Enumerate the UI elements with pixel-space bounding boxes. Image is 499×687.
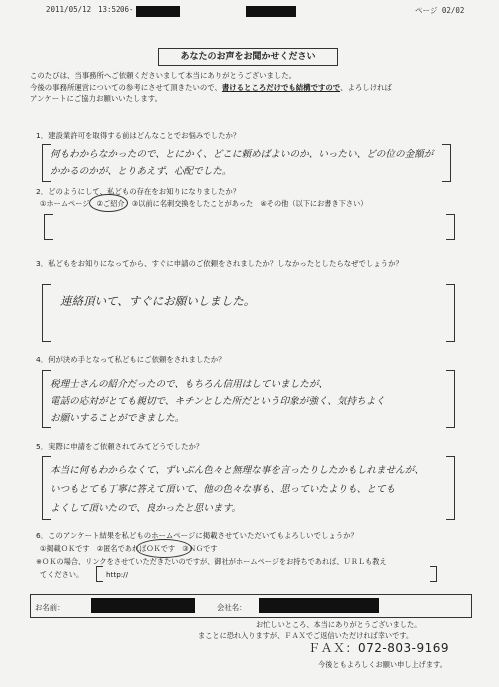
redaction-sender [136,6,180,17]
url-bracket-left [96,566,103,582]
question-5: 5．実際に申請をご依頼されてみてどうでしたか？ [36,442,204,451]
company-label: 会社名： [217,603,247,612]
answer-5-bracket-right [446,456,455,520]
closing-line: 今後ともよろしくお願い申し上げます。 [318,660,447,669]
fax-number: ＦＡＸ：072-803-9169 [308,641,450,655]
answer-2-bracket-left [44,214,53,240]
intro-line-3: アンケートにご協力お願いいたします。 [30,94,162,103]
answer-2-bracket-right [446,214,455,240]
thanks-line-1: お忙しいところ、本当にありがとうございました。 [256,620,422,629]
fax-time: 13:52 [98,5,121,14]
url-prefix: http:// [106,570,129,579]
intro-underline: 書けるところだけでも結構ですので [221,82,341,92]
intro-line-2 [30,82,480,94]
redaction-name [91,598,195,613]
answer-3-line-1: 連絡頂いて、すぐにお願いしました。 [60,294,256,308]
intro-text [30,70,480,105]
answer-4-bracket-right [446,370,455,428]
answer-5-line-2: いつもとても丁寧に答えて頂いて、他の色々な事も、思っていたよりも、とても [50,484,396,495]
answer-1-line-2: かかるのかが、とりあえず、心配でした。 [50,166,232,177]
redaction-company [259,598,379,613]
url-bracket-right [430,566,437,582]
answer-5-line-1: 本当に何もわからなくて、ずいぶん色々と無理な事を言ったりしたかもしれませんが、 [50,465,424,476]
answer-5-line-3: よくして頂いたので、良かったと思います。 [50,503,241,514]
selected-option-circle-q6 [136,539,192,558]
question-1: 1．建設業許可を取得する前はどんなことでお悩みでしたか？ [36,131,241,140]
answer-1-line-1: 何もわからなかったので、とにかく、どこに頼めばよいのか、いったい、どの位の金額が [50,149,434,160]
question-6-options: ①掲載ＯＫです ②匿名であればＯＫです ③ＮＧです [40,544,218,553]
answer-3-bracket-right [446,284,455,342]
question-4: 4．何が決め手となって私どもにご依頼をされましたか？ [36,355,226,364]
answer-3-bracket-left [42,284,51,342]
name-label: お名前： [35,603,65,612]
intro-line-2-post: 、よろしければ [340,82,392,92]
question-6: 6．このアンケート結果を私どものホームページに掲載させていただいてもよろしいでしょうか？ [36,531,358,540]
fax-sender: 06- [120,5,134,14]
fax-page-number: ページ 02/02 [415,6,465,15]
page-title: あなたのお声をお聞かせください [158,48,338,66]
redaction-header [246,6,296,17]
question-3: 3．私どもをお知りになってから、すぐに申請のご依頼をされましたか？しなかったとしたらなぜでしょうか？ [36,259,403,268]
answer-1-bracket-right [442,144,451,182]
question-2: 2．どのようにして、私どもの存在をお知りになりましたか？ [36,187,241,196]
question-2-options: ①ホームページ ②ご紹介 ③以前に名刺交換をしたことがあった ④その他（以下にお書き下さい） [40,199,368,208]
respondent-box [30,594,472,618]
intro-line-2-pre: 今後の事務所運営についての参考にさせて頂きたいので、 [30,82,222,92]
question-6-url-prompt: てください。 [40,570,84,579]
fax-date: 2011/05/12 [46,5,92,14]
answer-4-line-3: お願いすることができました。 [50,413,185,424]
question-6-note: ※ＯＫの場合、リンクをさせていただきたいのですが、御社がホームページをお持ちであれば、ＵＲＬも教え [36,557,387,566]
thanks-line-2: まことに恐れ入りますが、ＦＡＸでご返信いただければ幸いです。 [198,631,414,640]
intro-line-1: このたびは、当事務所へご依頼くださいまして本当にありがとうございました。 [30,71,297,80]
answer-4-line-2: 電話の応対がとても親切で、キチンとした所だという印象が強く、気持ちよく [50,396,385,407]
selected-option-circle [89,194,128,212]
answer-4-line-1: 税理士さんの紹介だったので、もちろん信用はしていましたが、 [50,379,329,390]
